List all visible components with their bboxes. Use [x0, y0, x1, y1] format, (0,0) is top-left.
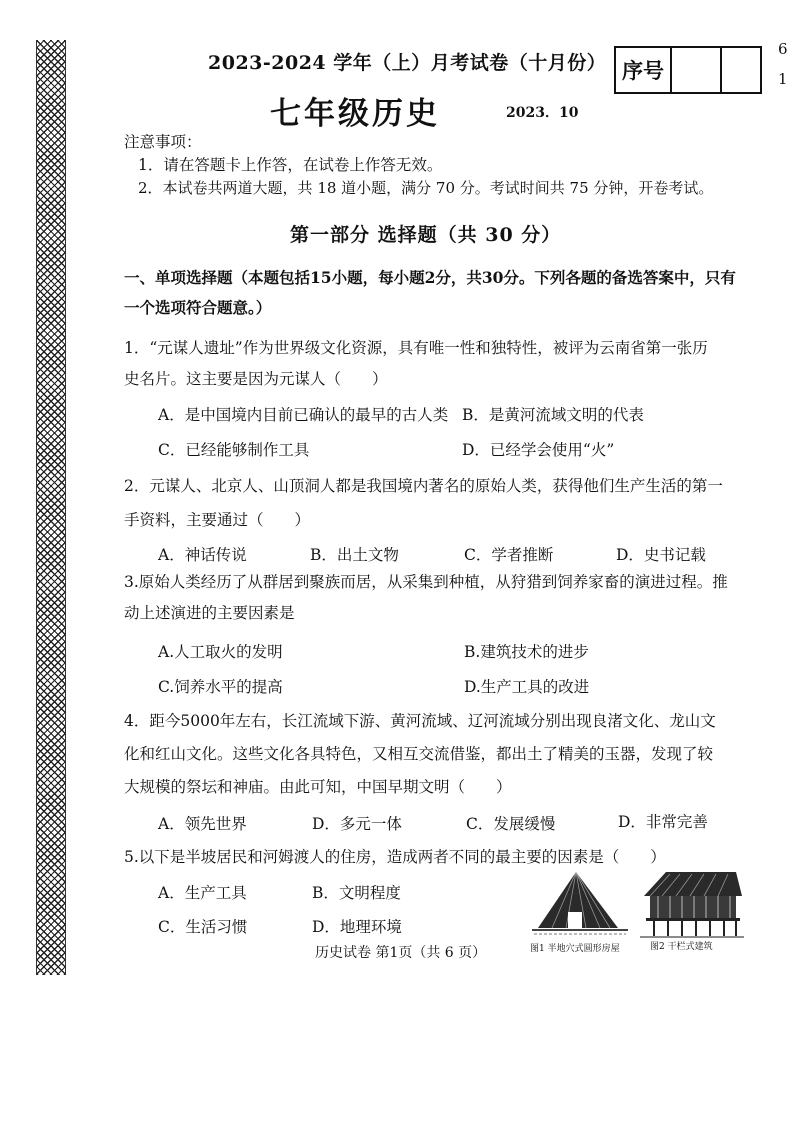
notice-item: 1．请在答题卡上作答，在试卷上作答无效。: [138, 156, 443, 174]
figure-1-round-hut-image: [532, 870, 628, 940]
figure-1-caption: 图1 半地穴式圆形房屋: [530, 944, 620, 954]
notice-title: 注意事项：: [124, 133, 202, 151]
question-2-option-a: A．神话传说: [158, 546, 247, 564]
question-2-option-b: B．出土文物: [310, 546, 399, 564]
binding-strip: [36, 40, 66, 975]
question-3-option-c: C.饲养水平的提高: [158, 678, 283, 696]
question-2-stem: 手资料，主要通过（ ）: [124, 511, 311, 529]
question-1-stem: 1．“元谋人遗址”作为世界级文化资源，具有唯一性和独特性，被评为云南省第一张历: [124, 339, 708, 357]
question-2-option-c: C．学者推断: [464, 546, 554, 564]
sequence-label: 序号: [616, 48, 672, 92]
question-4-stem: 4．距今5000年左右，长江流域下游、黄河流域、辽河流域分别出现良渚文化、龙山文: [124, 712, 716, 730]
sequence-cell[interactable]: [722, 48, 760, 92]
page-footer: 历史试卷 第1页（共 6 页）: [315, 945, 487, 961]
section-instruction: 一、单项选择题（本题包括15小题，每小题2分，共30分。下列各题的备选答案中，只有: [124, 268, 736, 287]
question-5-option-c: C．生活习惯: [158, 918, 248, 936]
question-1-stem: 史名片。这主要是因为元谋人（ ）: [124, 370, 388, 388]
question-1-option-b: B．是黄河流域文明的代表: [462, 406, 644, 424]
sequence-cell[interactable]: [672, 48, 722, 92]
question-1-option-d: D．已经学会使用“火”: [462, 441, 615, 459]
question-5-option-b: B．文明程度: [312, 884, 401, 902]
question-2-stem: 2．元谋人、北京人、山顶洞人都是我国境内著名的原始人类，获得他们生产生活的第一: [124, 477, 723, 495]
question-3-option-a: A.人工取火的发明: [158, 643, 283, 661]
cutoff-text: 1: [778, 70, 788, 88]
question-3-option-d: D.生产工具的改进: [464, 678, 590, 696]
section-instruction: 一个选项符合题意。）: [124, 298, 272, 317]
question-4-option-a: A．领先世界: [158, 815, 247, 833]
question-5-stem: 5.以下是半坡居民和河姆渡人的住房，造成两者不同的最主要的因素是（ ）: [124, 848, 666, 866]
question-4-stem: 大规模的祭坛和神庙。由此可知，中国早期文明（ ）: [124, 778, 512, 796]
question-4-option-c: C．发展缓慢: [466, 815, 556, 833]
exam-title: 2023-2024 学年（上）月考试卷（十月份）: [208, 52, 607, 74]
part-title: 第一部分 选择题（共 30 分）: [290, 224, 562, 246]
subject-title: 七年级历史: [270, 96, 440, 132]
question-3-stem: 动上述演进的主要因素是: [124, 604, 295, 622]
question-4-stem: 化和红山文化。这些文化各具特色，又相互交流借鉴，都出土了精美的玉器，发现了较: [124, 745, 714, 763]
figure-2-stilt-house-image: [636, 870, 746, 940]
question-2-option-d: D．史书记载: [616, 546, 706, 564]
exam-date: 2023．10: [506, 105, 579, 121]
cutoff-text: 6: [778, 40, 788, 58]
question-3-stem: 3.原始人类经历了从群居到聚族而居，从采集到种植，从狩猎到饲养家畜的演进过程。推: [124, 573, 728, 591]
notice-item: 2．本试卷共两道大题，共 18 道小题，满分 70 分。考试时间共 75 分钟，开卷考试。: [138, 179, 714, 197]
question-4-option-d: D．非常完善: [618, 813, 708, 831]
question-4-option-b: D．多元一体: [312, 815, 402, 833]
question-1-option-a: A．是中国境内目前已确认的最早的古人类: [158, 406, 449, 424]
question-3-option-b: B.建筑技术的进步: [464, 643, 589, 661]
question-5-option-d: D．地理环境: [312, 918, 402, 936]
figure-2-caption: 图2 干栏式建筑: [650, 942, 713, 952]
question-5-option-a: A．生产工具: [158, 884, 247, 902]
sequence-number-box: [614, 46, 762, 94]
question-1-option-c: C．已经能够制作工具: [158, 441, 310, 459]
